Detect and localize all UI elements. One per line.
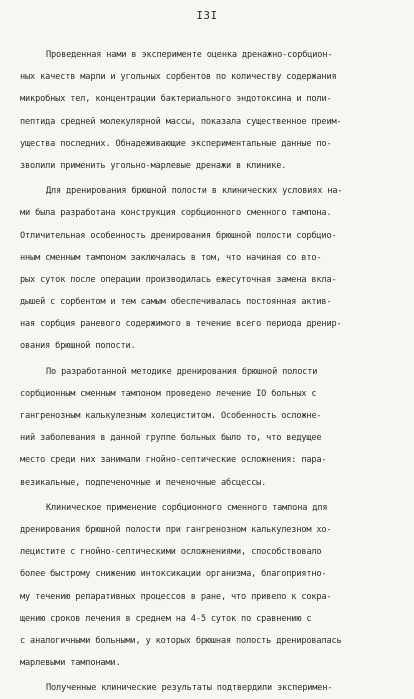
text-line: нным сменным тампоном заключалась в том, что начиная со вто- [20,252,322,263]
text-line: Клиническое применение сорбционного сменного тампона для [46,502,328,513]
text-line: дышей с сорбентом и тем самым обеспечивалась постоянная актив- [20,297,332,308]
text-line: гангренозным калькулезным холециститом. Особенность осложне- [20,411,322,421]
text-line: пептида средней молекулярной массы, показала существенное преим- [20,116,342,127]
text-line: Отличительная особенность дренирования брюшной полости сорбцио- [20,230,337,241]
text-line: ная сорбция раневого содержимого в течение всего периода дренир- [20,319,342,330]
text-line: ний заболевания в данной группе больных было то, что ведущее [20,433,322,444]
text-line: ования брюшной полости. [20,341,136,352]
page-number: I3I [196,9,218,22]
text-line: везикальные, подпеченочные и печеночные абсцессы. [20,477,267,488]
text-line: более быстрому снижению интоксикации организма, благоприятно- [20,569,327,580]
body-text [20,44,406,699]
text-line: микробных тел, концентрации бактериального эндотоксина и поли- [20,94,332,105]
text-line: ми была разработана конструкция сорбционного сменного тампона. [20,208,332,219]
text-line: ных качеств марли и угольных сорбентов по количеству содержания [20,72,337,83]
text-line: дренирования брюшной полости при гангренозном калькулезном хо- [20,524,332,535]
text-line: рых суток после операции производилась ежесуточная замена вкла- [20,274,337,285]
text-line: сорбционным сменным тампоном проведено лечение IO больных с [20,388,317,399]
text-line: с аналогичными больными, у которых брюшная полость дренировалась [20,635,342,646]
text-line: лецистите с гнойно-септическими осложнениями, способствовало [20,547,322,558]
text-line: щению сроков лечения в среднем на 4-5 суток по сравнению с [20,613,312,624]
text-line: Проведенная нами в эксперименте оценка дренажно-сорбцион- [46,50,333,60]
text-line: Полученные клинические результаты подтвердили эксперимен- [46,683,333,694]
text-line: место среди них занимали гнойно-септические осложнения: пара- [20,455,327,466]
text-line: По разработанной методике дренирования брюшной полости [46,366,318,377]
text-line: ущества последних. Обнадеживающие экспериментальные данные по- [20,138,332,149]
text-line: марлевыми тампонами. [20,658,121,669]
text-line: му течению репаративных процессов в ране, что привело к сокра- [20,591,332,602]
text-line: Для дренирования брюшной полости в клинических условиях на- [46,186,343,197]
text-line: зволили применить угольно-марлевые дренажи в клинике. [20,160,287,171]
